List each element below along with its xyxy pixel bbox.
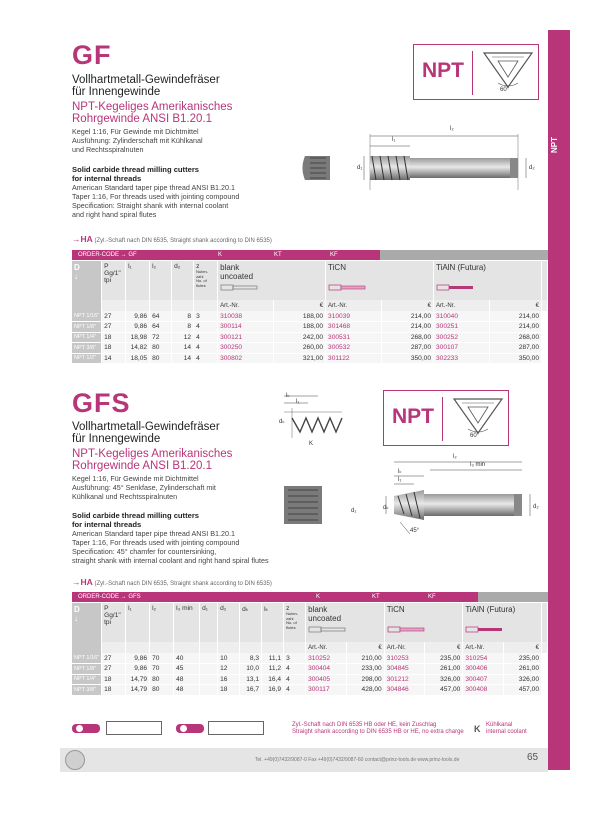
cell-kt-eur: 214,00 xyxy=(381,322,433,333)
gf-eur-kf-header: € xyxy=(489,300,541,311)
cell-kt-eur: 261,00 xyxy=(425,664,463,675)
cell-p: 18 xyxy=(102,674,126,685)
table-row xyxy=(72,653,548,664)
gfs-product-code: GFS xyxy=(72,388,131,418)
table-row xyxy=(72,353,548,364)
gfs-desc-en-4: straight shank with internal coolant and right hand spiral flutes xyxy=(72,556,269,565)
gfs-col-tialn: TiAlN (Futura) xyxy=(463,603,542,642)
gfs-order-bar-fill xyxy=(478,592,548,602)
cell-l1: 14,79 xyxy=(126,685,150,696)
gf-dim-l1: l₁ xyxy=(392,137,396,143)
cell-l3: 48 xyxy=(174,685,200,696)
cell-kf-art: 300251 xyxy=(434,322,490,333)
gf-tool-drawing xyxy=(300,128,540,208)
he-shank-drawing xyxy=(208,721,264,735)
gfs-title-de-1: Vollhartmetall-Gewindefräser xyxy=(72,421,220,433)
cell-kf-eur: 235,00 xyxy=(504,653,542,664)
cell-kf-art: 300107 xyxy=(434,343,490,354)
cell-z: 4 xyxy=(284,674,306,685)
gfs-col-lk: lₖ xyxy=(262,603,284,642)
gf-col-blank: blank uncoated xyxy=(218,261,326,300)
gfs-col-z: z Nuten- zahl No. of flutes xyxy=(284,603,306,642)
ticn-tool-icon xyxy=(328,283,368,292)
cell-d2: 16 xyxy=(218,674,240,685)
gfs-spec-table xyxy=(72,603,548,696)
gfs-dim-l2: l₂ xyxy=(453,454,457,460)
cell-k-art: 300121 xyxy=(218,332,274,343)
cell-d2: 14 xyxy=(172,353,194,364)
gf-desc-de-2: Ausführung: Zylinderschaft mit Kühlkanal xyxy=(72,136,203,145)
gfs-eur-kt-header: € xyxy=(425,642,463,653)
cell-k-eur: 188,00 xyxy=(273,311,325,322)
tialn-tool-icon xyxy=(436,283,476,292)
cell-l1: 9,86 xyxy=(126,664,150,675)
coolant-note-2: internal coolant xyxy=(486,729,527,735)
gfs-coat-kt-bar: KT xyxy=(366,592,422,602)
uncoated-tool-icon xyxy=(308,625,348,634)
cell-p: 27 xyxy=(102,653,126,664)
gf-col-ticn: TiCN xyxy=(326,261,434,300)
gfs-dim-angle: 45° xyxy=(410,528,420,534)
gf-desc-en-2: Taper 1:16, For threads used with jointing compound xyxy=(72,192,240,201)
cell-p: 14 xyxy=(102,353,126,364)
gf-desc-de-3: und Rechtsspiralnuten xyxy=(72,145,144,154)
cell-kt-art: 301212 xyxy=(384,674,425,685)
cell-lk: 11,1 xyxy=(262,653,284,664)
gf-dim-d2: d₂ xyxy=(529,165,535,171)
gfs-title-en-2: for internal threads xyxy=(72,520,142,529)
cell-d2: 12 xyxy=(218,664,240,675)
hb-label: HB xyxy=(90,725,101,732)
gfs-dim-lk: lₖ xyxy=(398,469,402,475)
gf-col-p: P Gg/1" tpi xyxy=(102,261,126,300)
cell-kt-eur: 268,00 xyxy=(381,332,433,343)
gf-col-d2: d₂ xyxy=(172,261,194,300)
cell-d: NPT 1/2" xyxy=(72,353,102,364)
cell-l1: 14,79 xyxy=(126,674,150,685)
gf-ha-label: HA xyxy=(80,234,93,244)
gf-ha-text: (Zyl.-Schaft nach DIN 6535, Straight shank according to DIN 6535) xyxy=(94,238,272,244)
cell-k-eur: 242,00 xyxy=(273,332,325,343)
gfs-art-kf-header: Art.-Nr. xyxy=(463,642,504,653)
tialn-tool-icon xyxy=(465,625,505,634)
gfs-eur-kf-header: € xyxy=(504,642,542,653)
cell-kf-eur: 261,00 xyxy=(504,664,542,675)
table-row xyxy=(72,311,548,322)
cell-dk: 10,0 xyxy=(240,664,262,675)
cell-k-art: 300404 xyxy=(306,664,347,675)
cell-l3: 40 xyxy=(174,653,200,664)
cell-d2: 8 xyxy=(172,322,194,333)
gfs-desc-en-3: Specification: 45° chamfer for countersinking, xyxy=(72,547,217,556)
cell-d2: 12 xyxy=(172,332,194,343)
gf-order-code-bar: ORDER-CODE → GF xyxy=(72,250,212,260)
gfs-col-d: D ↓ xyxy=(72,603,102,642)
cell-k-art: 300114 xyxy=(218,322,274,333)
gfs-dim-dk: dₖ xyxy=(383,505,389,511)
cell-kt-art: 301468 xyxy=(326,322,382,333)
cell-z: 4 xyxy=(284,685,306,696)
cell-p: 18 xyxy=(102,685,126,696)
cell-kt-eur: 350,00 xyxy=(381,353,433,364)
cell-k-eur: 233,00 xyxy=(346,664,384,675)
gf-subtitle-de-2: Rohrgewinde ANSI B1.20.1 xyxy=(72,113,213,125)
gfs-order-code-bar: ORDER-CODE → GFS xyxy=(72,592,310,602)
cell-l2: 80 xyxy=(150,685,174,696)
hb-shank-drawing xyxy=(106,721,162,735)
cell-kf-art: 300252 xyxy=(434,332,490,343)
cell-kf-eur: 457,00 xyxy=(504,685,542,696)
cell-kf-art: 310254 xyxy=(463,653,504,664)
footer-contact: Tel. +49(0)7432/9087-0 Fax +49(0)7432/9087-60 contact@prinz-tools.de www.prinz-tools.de xyxy=(255,757,460,763)
cell-d: NPT 3/8" xyxy=(72,343,102,354)
cell-l1: 9,86 xyxy=(126,322,150,333)
gf-art-kf-header: Art.-Nr. xyxy=(434,300,490,311)
cell-l1: 9,86 xyxy=(126,653,150,664)
ticn-tool-icon xyxy=(387,625,427,634)
cell-z: 4 xyxy=(194,353,218,364)
cell-k-eur: 298,00 xyxy=(346,674,384,685)
cell-d: NPT 1/16" xyxy=(72,653,102,664)
coolant-note-1: Kühlkanal xyxy=(486,722,513,728)
cell-l3: 45 xyxy=(174,664,200,675)
table-row xyxy=(72,664,548,675)
cell-p: 27 xyxy=(102,322,126,333)
cell-kf-art: 300408 xyxy=(463,685,504,696)
gf-art-kt-header: Art.-Nr. xyxy=(326,300,382,311)
cell-kt-art: 310039 xyxy=(326,311,382,322)
cell-kt-art: 300532 xyxy=(326,343,382,354)
cell-kf-eur: 287,00 xyxy=(489,343,541,354)
table-row xyxy=(72,685,548,696)
uncoated-tool-icon xyxy=(220,283,260,292)
cell-lk: 16,9 xyxy=(262,685,284,696)
cell-k-eur: 188,00 xyxy=(273,322,325,333)
gfs-col-l1: l₁ xyxy=(126,603,150,642)
cell-k-art: 300117 xyxy=(306,685,347,696)
gfs-chamfer-drawing xyxy=(278,388,368,448)
gfs-ha-note: →HA (Zyl.-Schaft nach DIN 6535, Straight shank according to DIN 6535) xyxy=(72,577,272,587)
gfs-coat-k-bar: K xyxy=(310,592,366,602)
gfs-col-dk: dₖ xyxy=(240,603,262,642)
gf-coat-k-bar: K xyxy=(212,250,268,260)
cell-kt-eur: 235,00 xyxy=(425,653,463,664)
coolant-k-symbol: K xyxy=(474,724,481,734)
gf-subtitle-de-1: NPT-Kegeliges Amerikanisches xyxy=(72,101,233,113)
cell-kf-art: 300406 xyxy=(463,664,504,675)
gf-title-en-2: for internal threads xyxy=(72,174,142,183)
cell-l2: 64 xyxy=(150,311,172,322)
gf-spec-table xyxy=(72,261,548,364)
gfs-desc-en-1: American Standard taper pipe thread ANSI B1.20.1 xyxy=(72,529,236,538)
cell-l1: 9,86 xyxy=(126,311,150,322)
cell-d: NPT 1/4" xyxy=(72,332,102,343)
cell-kf-eur: 326,00 xyxy=(504,674,542,685)
gf-dim-d1: d₁ xyxy=(357,165,363,171)
company-logo xyxy=(65,750,85,770)
gfs-eur-k-header: € xyxy=(346,642,384,653)
gf-order-bar-fill xyxy=(380,250,548,260)
cell-d: NPT 3/8" xyxy=(72,685,102,696)
gf-dim-l2: l₂ xyxy=(450,126,454,132)
gf-title-de-2: für Innengewinde xyxy=(72,86,161,98)
cell-z: 4 xyxy=(194,343,218,354)
cell-l1: 18,05 xyxy=(126,353,150,364)
gfs-desc-de-1: Kegel 1:16, Für Gewinde mit Dichtmittel xyxy=(72,474,199,483)
cell-dk: 8,3 xyxy=(240,653,262,664)
gf-npt-badge-text: NPT xyxy=(422,59,464,82)
cell-kf-eur: 350,00 xyxy=(489,353,541,364)
cell-l2: 64 xyxy=(150,322,172,333)
gf-npt-divider xyxy=(472,51,473,95)
table-row xyxy=(72,674,548,685)
gf-col-l1: l₁ xyxy=(126,261,150,300)
cell-d1 xyxy=(200,685,218,696)
cell-k-art: 310252 xyxy=(306,653,347,664)
table-row xyxy=(72,322,548,333)
cell-l2: 80 xyxy=(150,674,174,685)
gfs-chamfer-k: K xyxy=(309,441,314,447)
page-number: 65 xyxy=(527,752,539,763)
cell-z: 4 xyxy=(284,664,306,675)
cell-l2: 80 xyxy=(150,353,172,364)
gfs-npt-badge xyxy=(383,390,509,446)
gf-title-en-1: Solid carbide thread milling cutters xyxy=(72,165,200,174)
cell-k-eur: 260,00 xyxy=(273,343,325,354)
cell-kt-eur: 326,00 xyxy=(425,674,463,685)
gfs-npt-badge-text: NPT xyxy=(392,405,434,428)
cell-l2: 70 xyxy=(150,653,174,664)
cell-kt-art: 300531 xyxy=(326,332,382,343)
table-row xyxy=(72,343,548,354)
cell-k-art: 310038 xyxy=(218,311,274,322)
cell-kf-eur: 268,00 xyxy=(489,332,541,343)
cell-kt-art: 301122 xyxy=(326,353,382,364)
gfs-chamfer-dk: dₖ xyxy=(279,419,285,425)
gf-col-l2: l₂ xyxy=(150,261,172,300)
cell-p: 18 xyxy=(102,332,126,343)
gfs-chamfer-lk: lₖ xyxy=(286,393,290,399)
gfs-col-d2: d₂ xyxy=(218,603,240,642)
gfs-title-en-1: Solid carbide thread milling cutters xyxy=(72,511,200,520)
cell-l1: 18,98 xyxy=(126,332,150,343)
legend-note-2: Straight shank according to DIN 6535 HB or HE, no extra charge xyxy=(292,729,464,735)
gf-npt-badge xyxy=(413,44,539,100)
gf-ha-note: →HA (Zyl.-Schaft nach DIN 6535, Straight shank according to DIN 6535) xyxy=(72,234,272,244)
gfs-col-d1: d₁ xyxy=(200,603,218,642)
cell-d: NPT 1/4" xyxy=(72,674,102,685)
gf-product-code: GF xyxy=(72,40,112,70)
cell-kt-eur: 457,00 xyxy=(425,685,463,696)
cell-d2: 8 xyxy=(172,311,194,322)
cell-z: 4 xyxy=(194,322,218,333)
gfs-angle-label: 60° xyxy=(470,433,480,439)
cell-dk: 16,7 xyxy=(240,685,262,696)
gfs-desc-de-3: Kühlkanal und Rechtsspiralnuten xyxy=(72,492,178,501)
cell-k-eur: 210,00 xyxy=(346,653,384,664)
cell-kt-art: 304846 xyxy=(384,685,425,696)
gfs-dim-d2: d₂ xyxy=(533,504,539,510)
cell-z: 4 xyxy=(194,332,218,343)
gf-coat-kf-bar: KF xyxy=(324,250,380,260)
cell-kt-eur: 287,00 xyxy=(381,343,433,354)
table-row xyxy=(72,332,548,343)
gfs-dim-d1: d₁ xyxy=(351,508,357,514)
gfs-col-l2: l₂ xyxy=(150,603,174,642)
gfs-npt-divider xyxy=(442,397,443,441)
cell-l2: 72 xyxy=(150,332,172,343)
cell-d: NPT 1/8" xyxy=(72,322,102,333)
cell-kf-art: 310040 xyxy=(434,311,490,322)
cell-d2: 18 xyxy=(218,685,240,696)
gfs-col-l3: l₃ min xyxy=(174,603,200,642)
gf-desc-en-1: American Standard taper pipe thread ANSI B1.20.1 xyxy=(72,183,236,192)
side-tab-label: NPT xyxy=(550,137,559,153)
cell-d1 xyxy=(200,653,218,664)
gfs-art-kt-header: Art.-Nr. xyxy=(384,642,425,653)
cell-kf-art: 300407 xyxy=(463,674,504,685)
cell-d: NPT 1/8" xyxy=(72,664,102,675)
gfs-ha-label: HA xyxy=(80,577,93,587)
gf-col-z: z Nuten- zahl No. of flutes xyxy=(194,261,218,300)
gf-coat-kt-bar: KT xyxy=(268,250,324,260)
cell-z: 3 xyxy=(284,653,306,664)
cell-kt-art: 304845 xyxy=(384,664,425,675)
cell-l2: 80 xyxy=(150,343,172,354)
cell-d1 xyxy=(200,674,218,685)
cell-k-art: 300405 xyxy=(306,674,347,685)
gfs-title-de-2: für Innengewinde xyxy=(72,433,161,445)
gf-angle-label: 60° xyxy=(500,87,510,93)
cell-l2: 70 xyxy=(150,664,174,675)
gf-eur-k-header: € xyxy=(273,300,325,311)
cell-kt-eur: 214,00 xyxy=(381,311,433,322)
gfs-desc-en-2: Taper 1:16, For threads used with jointing compound xyxy=(72,538,240,547)
gf-col-d: D ↓ xyxy=(72,261,102,300)
gf-desc-en-4: and right hand spiral flutes xyxy=(72,210,157,219)
cell-p: 18 xyxy=(102,343,126,354)
he-label: HE xyxy=(192,725,202,732)
gfs-col-p: P Gg/1" tpi xyxy=(102,603,126,642)
gf-desc-de-1: Kegel 1:16, Für Gewinde mit Dichtmittel xyxy=(72,127,199,136)
gf-eur-kt-header: € xyxy=(381,300,433,311)
gfs-coat-kf-bar: KF xyxy=(422,592,478,602)
gfs-ha-text: (Zyl.-Schaft nach DIN 6535, Straight shank according to DIN 6535) xyxy=(94,581,272,587)
cell-d2: 14 xyxy=(172,343,194,354)
cell-d1 xyxy=(200,664,218,675)
gf-title-de-1: Vollhartmetall-Gewindefräser xyxy=(72,74,220,86)
cell-p: 27 xyxy=(102,664,126,675)
cell-p: 27 xyxy=(102,311,126,322)
cell-l1: 14,82 xyxy=(126,343,150,354)
gf-desc-en-3: Specification: Straight shank with internal coolant xyxy=(72,201,229,210)
cell-d2: 10 xyxy=(218,653,240,664)
gfs-dim-l1: l₁ xyxy=(398,477,402,483)
cell-d: NPT 1/16" xyxy=(72,311,102,322)
gfs-chamfer-l1: l₁ xyxy=(296,399,300,405)
gfs-art-k-header: Art.-Nr. xyxy=(306,642,347,653)
cell-kt-art: 310253 xyxy=(384,653,425,664)
cell-k-eur: 321,00 xyxy=(273,353,325,364)
gf-col-tialn: TiAlN (Futura) xyxy=(434,261,542,300)
gfs-col-blank: blank uncoated xyxy=(306,603,385,642)
gfs-subtitle-de-2: Rohrgewinde ANSI B1.20.1 xyxy=(72,460,213,472)
cell-k-art: 300802 xyxy=(218,353,274,364)
gfs-subtitle-de-1: NPT-Kegeliges Amerikanisches xyxy=(72,448,233,460)
gfs-desc-de-2: Ausführung: 45° Senkfase, Zylinderschaft mit xyxy=(72,483,216,492)
cell-kf-eur: 214,00 xyxy=(489,311,541,322)
cell-kf-eur: 214,00 xyxy=(489,322,541,333)
legend-note-1: Zyl.-Schaft nach DIN 6535 HB oder HE, kein Zuschlag xyxy=(292,722,437,728)
cell-kf-art: 302233 xyxy=(434,353,490,364)
cell-k-eur: 428,00 xyxy=(346,685,384,696)
gfs-dim-l3: l₃ min xyxy=(470,462,486,468)
cell-k-art: 300250 xyxy=(218,343,274,354)
cell-lk: 16,4 xyxy=(262,674,284,685)
cell-dk: 13,1 xyxy=(240,674,262,685)
cell-z: 3 xyxy=(194,311,218,322)
gfs-col-ticn: TiCN xyxy=(384,603,463,642)
cell-lk: 11,2 xyxy=(262,664,284,675)
gf-art-k-header: Art.-Nr. xyxy=(218,300,274,311)
cell-l3: 48 xyxy=(174,674,200,685)
